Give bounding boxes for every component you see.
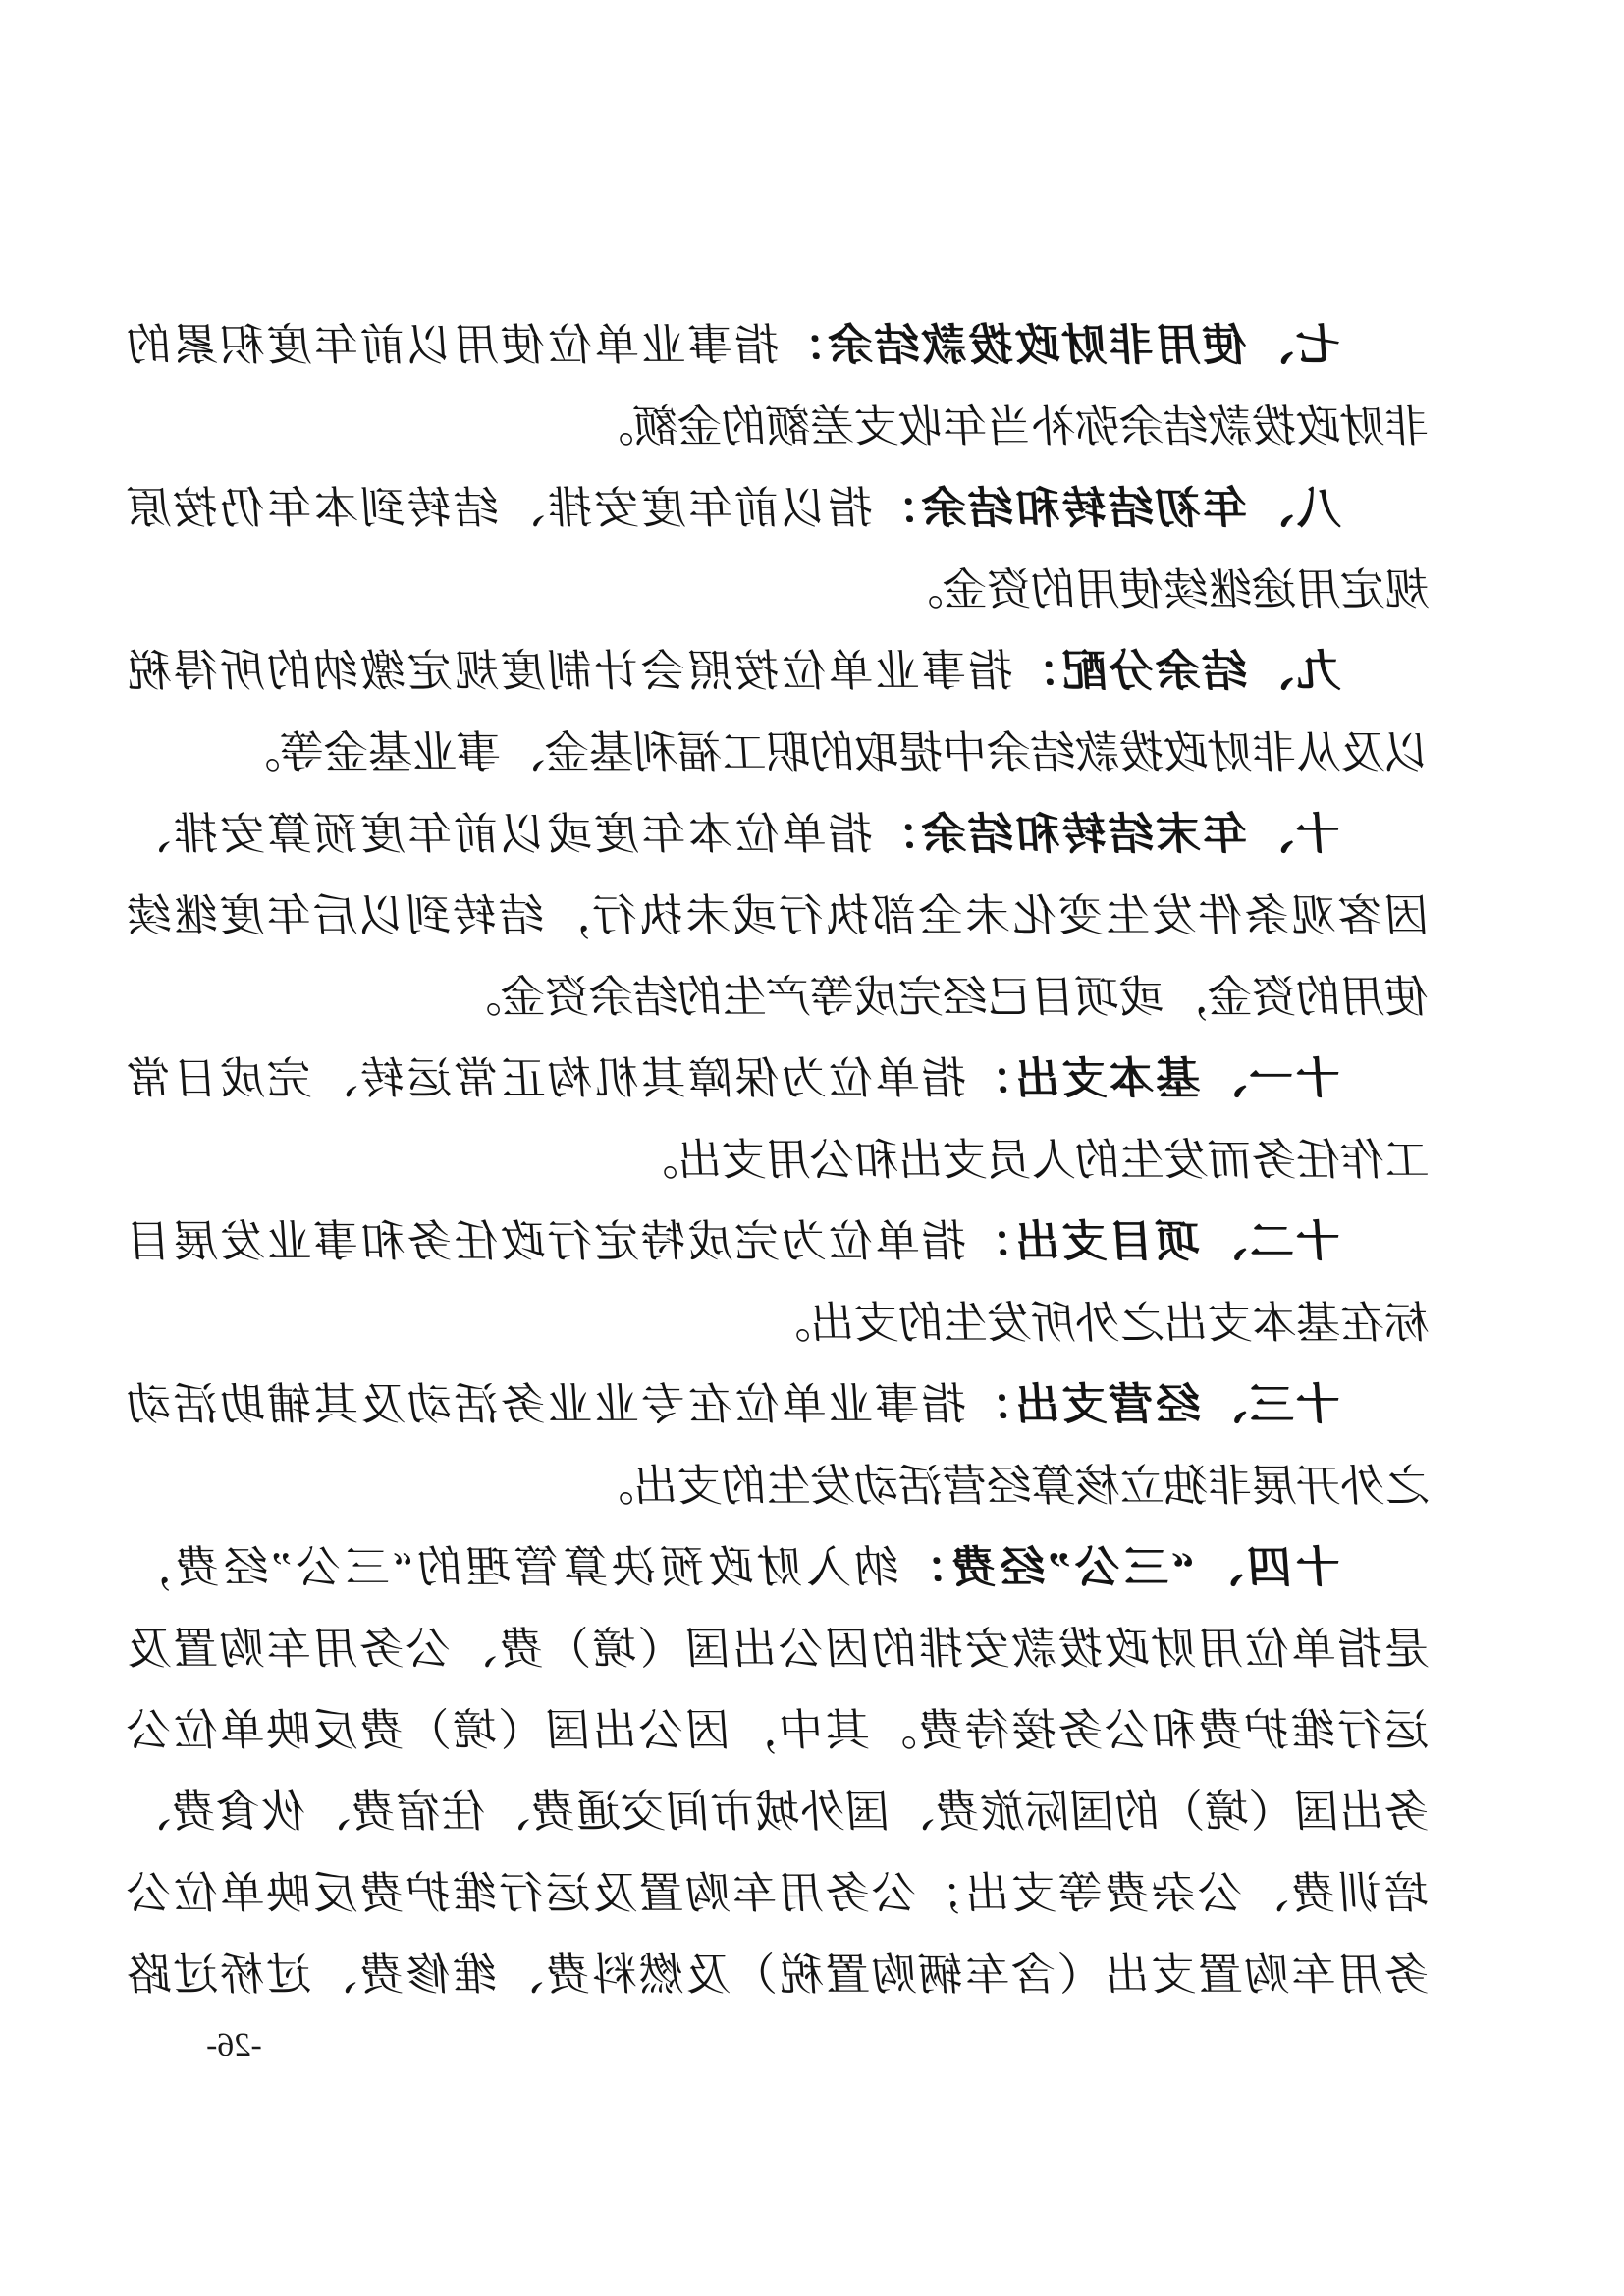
body-text: 规定用途继续使用的资金。 — [896, 565, 1431, 614]
text-line — [124, 794, 1432, 876]
term-heading: 七、使用非财政拨款结余： — [777, 321, 1342, 370]
text-line — [124, 1935, 1432, 2016]
text-line — [124, 957, 1432, 1039]
body-text: 运行维护费和公务接待费。其中，因公出国（境）费反映单位公 — [125, 1706, 1431, 1755]
body-text: 指事业单位使用以前年度积累的 — [125, 321, 782, 370]
text-line — [124, 1609, 1432, 1690]
body-text: 之外开展非独立核算经营活动发生的支出。 — [587, 1462, 1431, 1511]
body-text: 标在基本支出之外所发生的支出。 — [764, 1299, 1431, 1348]
term-heading: 九、结余分配： — [1010, 647, 1342, 696]
text-line — [124, 713, 1432, 794]
term-heading: 八、年初结转和结余： — [870, 484, 1342, 533]
page-number: -26- — [204, 2027, 263, 2063]
body-text: 指单位本年度或以前年度预算安排、 — [125, 810, 875, 859]
body-text: 使用的资金，或项目已经完成等产生的结余资金。 — [455, 973, 1431, 1022]
text-line — [124, 631, 1432, 713]
body-text: 是指单位用财政拨款安排的因公出国（境）费、公务用车购置及 — [125, 1625, 1431, 1674]
body-text: 指事业单位在专业业务活动及其辅助活动 — [125, 1380, 968, 1429]
body-text: 培训费、公杂费等支出；公务用车购置及运行维护费反映单位公 — [125, 1869, 1431, 1918]
text-line — [124, 550, 1432, 631]
body-text: 指单位为完成特定行政任务和事业发展目 — [125, 1217, 968, 1266]
body-text: 务用车购置支出（含车辆购置税）及燃料费、维修费、过桥过路 — [125, 1950, 1431, 2000]
body-text: 纳入财政预决算管理的“三公”经费， — [125, 1543, 901, 1592]
term-heading: 十三、经营支出： — [964, 1380, 1342, 1429]
text-line — [124, 876, 1432, 957]
body-text: 以及从非财政拨款结余中提取的职工福利基金、事业基金等。 — [234, 728, 1431, 777]
body-text: 非财政拨款结余弥补当年收支差额的金额。 — [587, 402, 1431, 452]
term-heading: 十一、基本支出： — [964, 1054, 1342, 1103]
text-line — [124, 1201, 1432, 1283]
text-line — [124, 1364, 1432, 1446]
term-heading: 十二、项目支出： — [964, 1217, 1342, 1266]
term-heading: 十、年末结转和结余： — [870, 810, 1342, 859]
term-heading: 十四、“三公”经费： — [896, 1543, 1342, 1592]
body-text: 因客观条件发生变化未全部执行或未执行，结转到以后年度继续 — [125, 891, 1431, 940]
text-line — [124, 1853, 1432, 1935]
text-line — [124, 1690, 1432, 1772]
text-line — [124, 1446, 1432, 1527]
text-line — [124, 1039, 1432, 1120]
body-text: 指事业单位按照会计制度规定缴纳的所得税 — [125, 647, 1015, 696]
body-text: 指单位为保障其机构正常运转、完成日常 — [125, 1054, 968, 1103]
text-line — [124, 1120, 1432, 1201]
body-text: 工作任务而发生的人员支出和公用支出。 — [631, 1136, 1431, 1185]
text-line — [124, 468, 1432, 550]
text-line — [124, 1283, 1432, 1364]
body-text: 务出国（境）的国际旅费、国外城市间交通费、住宿费、伙食费、 — [125, 1788, 1431, 1837]
text-line — [124, 1527, 1432, 1609]
text-line — [124, 387, 1432, 468]
body-text: 指以前年度安排、结转到本年仍按原 — [125, 484, 875, 533]
text-line — [124, 1772, 1432, 1853]
text-line — [124, 305, 1432, 387]
